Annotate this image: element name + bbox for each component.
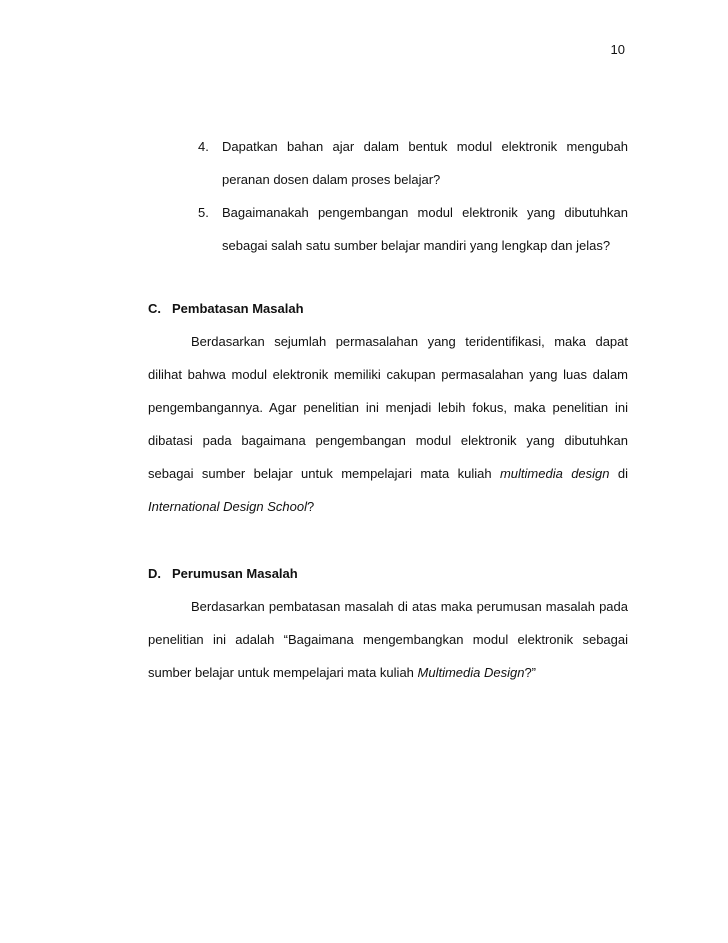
- section-title: Pembatasan Masalah: [172, 301, 304, 316]
- page-number: 10: [610, 42, 625, 57]
- section-letter: D.: [148, 566, 161, 581]
- paragraph-text: di: [609, 466, 629, 481]
- list-item-number: 5.: [198, 205, 209, 220]
- paragraph-text: ?”: [524, 665, 537, 680]
- numbered-list: [148, 130, 628, 262]
- list-item: [148, 196, 628, 262]
- list-item: [148, 130, 628, 196]
- paragraph-text: ?: [307, 499, 315, 514]
- section-heading: [148, 292, 628, 325]
- list-item-number: 4.: [198, 139, 209, 154]
- italic-term: multimedia design: [499, 466, 610, 481]
- section-paragraph: [148, 325, 628, 523]
- paragraph-text: Berdasarkan pembatasan masalah di atas maka perumusan masalah pada penelitian ini adalah “Bagaimana mengembangkan modul elektronik sebagai sumber belajar untuk mempelajari mata kuliah: [148, 599, 628, 680]
- list-item-text: Bagaimanakah pengembangan modul elektronik yang dibutuhkan sebagai salah satu sumber belajar mandiri yang lengkap dan jelas?: [222, 205, 628, 253]
- section-letter: C.: [148, 301, 161, 316]
- document-body: [148, 130, 628, 689]
- italic-term: International Design School: [148, 499, 307, 514]
- section-title: Perumusan Masalah: [172, 566, 298, 581]
- italic-term: Multimedia Design: [417, 665, 525, 680]
- section-perumusan-masalah: [148, 557, 628, 689]
- paragraph-text: Berdasarkan sejumlah permasalahan yang teridentifikasi, maka dapat dilihat bahwa modul elektronik memiliki cakupan permasalahan yang luas dalam pengembangannya. Agar penelitian ini menjadi lebih fokus, maka penelitian ini dibatasi pada bagaimana pengembangan modul elektronik yang dibutuhkan sebagai sumber belajar untuk mempelajari mata kuliah: [148, 334, 628, 481]
- section-paragraph: [148, 590, 628, 689]
- section-pembatasan-masalah: [148, 292, 628, 523]
- list-item-text: Dapatkan bahan ajar dalam bentuk modul elektronik mengubah peranan dosen dalam proses belajar?: [222, 139, 628, 187]
- section-heading: [148, 557, 628, 590]
